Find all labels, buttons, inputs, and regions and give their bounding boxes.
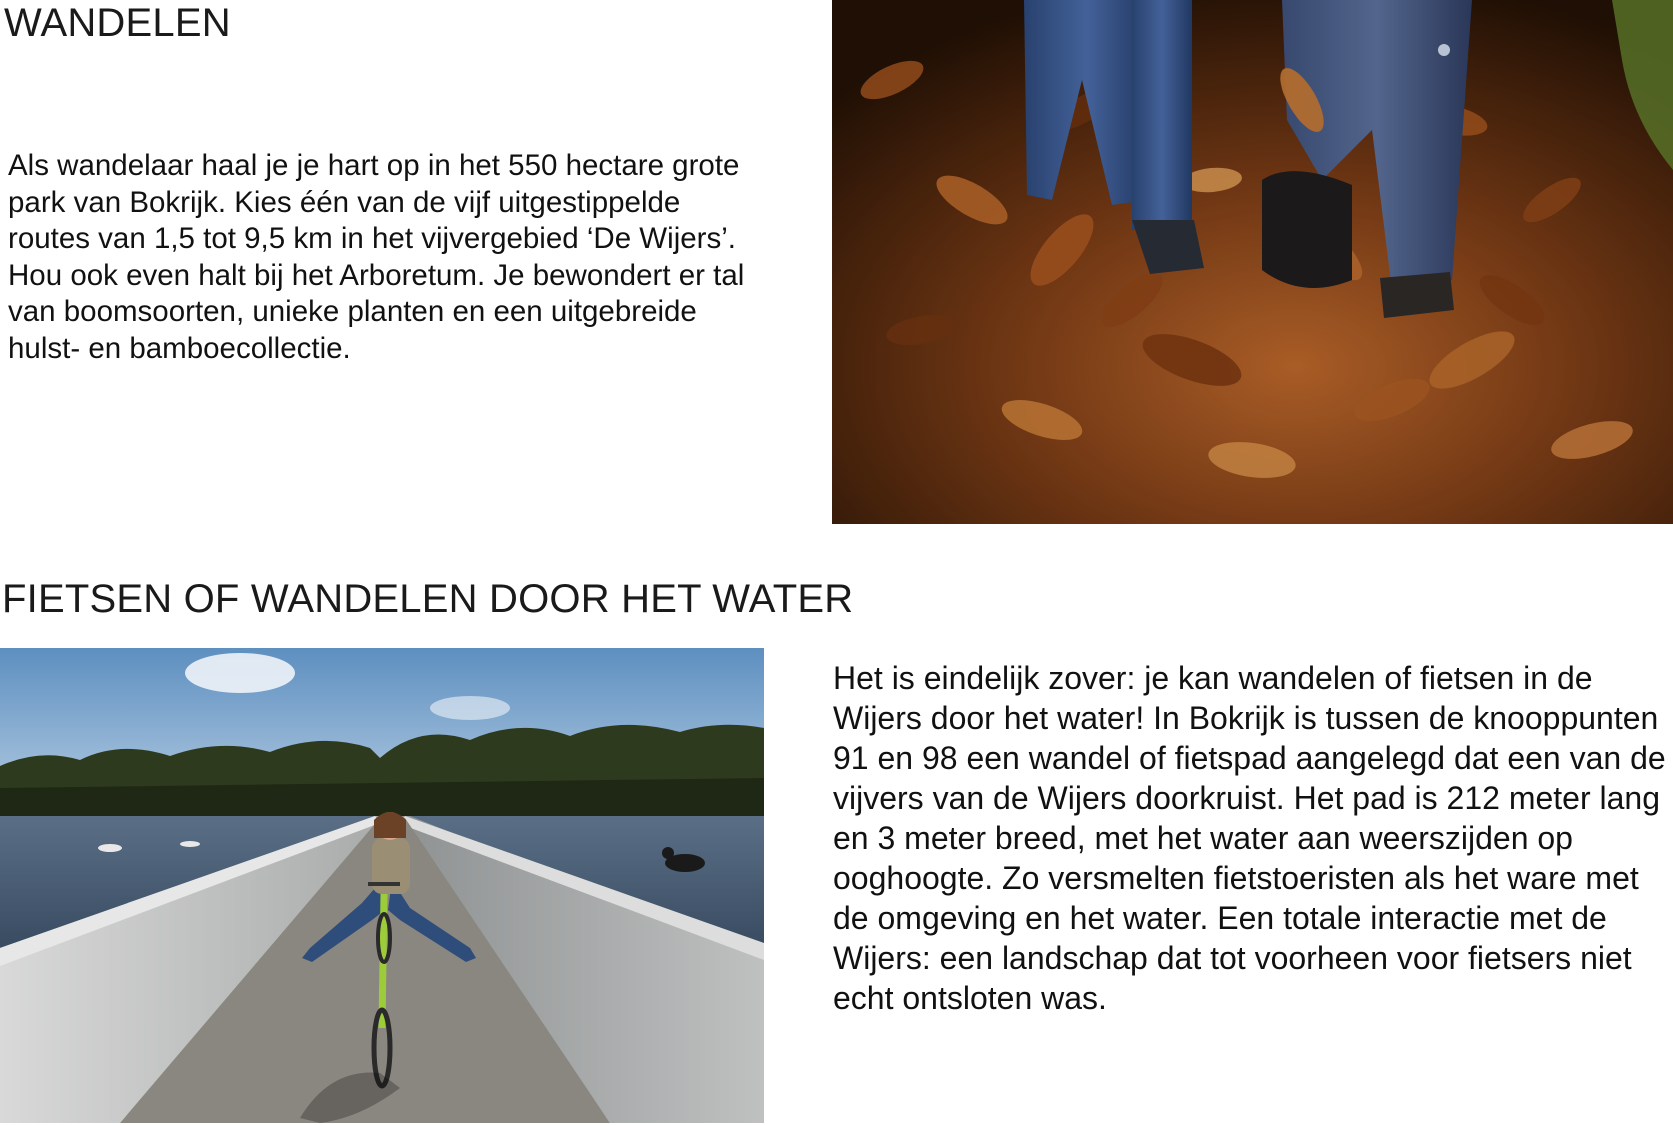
section-title-water: FIETSEN OF WANDELEN DOOR HET WATER <box>2 577 854 621</box>
section-title-walking: WANDELEN <box>4 1 231 45</box>
walking-description: Als wandelaar haal je je hart op in het 550 hectare grote park van Bokrijk. Kies één van de vijf uitgestippelde routes van 1,5 tot 9,5 km in het vijvergebied ‘De Wijers’. Hou ook even halt bij het Arboretum. Je bewondert er tal van boomsoorten, unieke planten en een uitgebreide hulst- en bamboecollectie. <box>8 149 745 365</box>
water-path-description: Het is eindelijk zover: je kan wandelen of fietsen in de Wijers door het water! In Bokrijk is tussen de knooppunten 91 en 98 een wandel of fietspad aangelegd dat een van de vijvers van de Wijers doorkruist. Het pad is 212 meter lang en 3 meter breed, met het water aan weerszijden op ooghoogte. Zo versmelten fietstoeristen als het ware met de omgeving en het water. Een totale interactie met de Wijers: een landschap dat tot voorheen voor fietsers niet echt ontsloten was. <box>833 660 1666 1016</box>
autumn-leaves-walking-photo <box>832 0 1673 524</box>
cycling-through-water-photo <box>0 648 764 1123</box>
